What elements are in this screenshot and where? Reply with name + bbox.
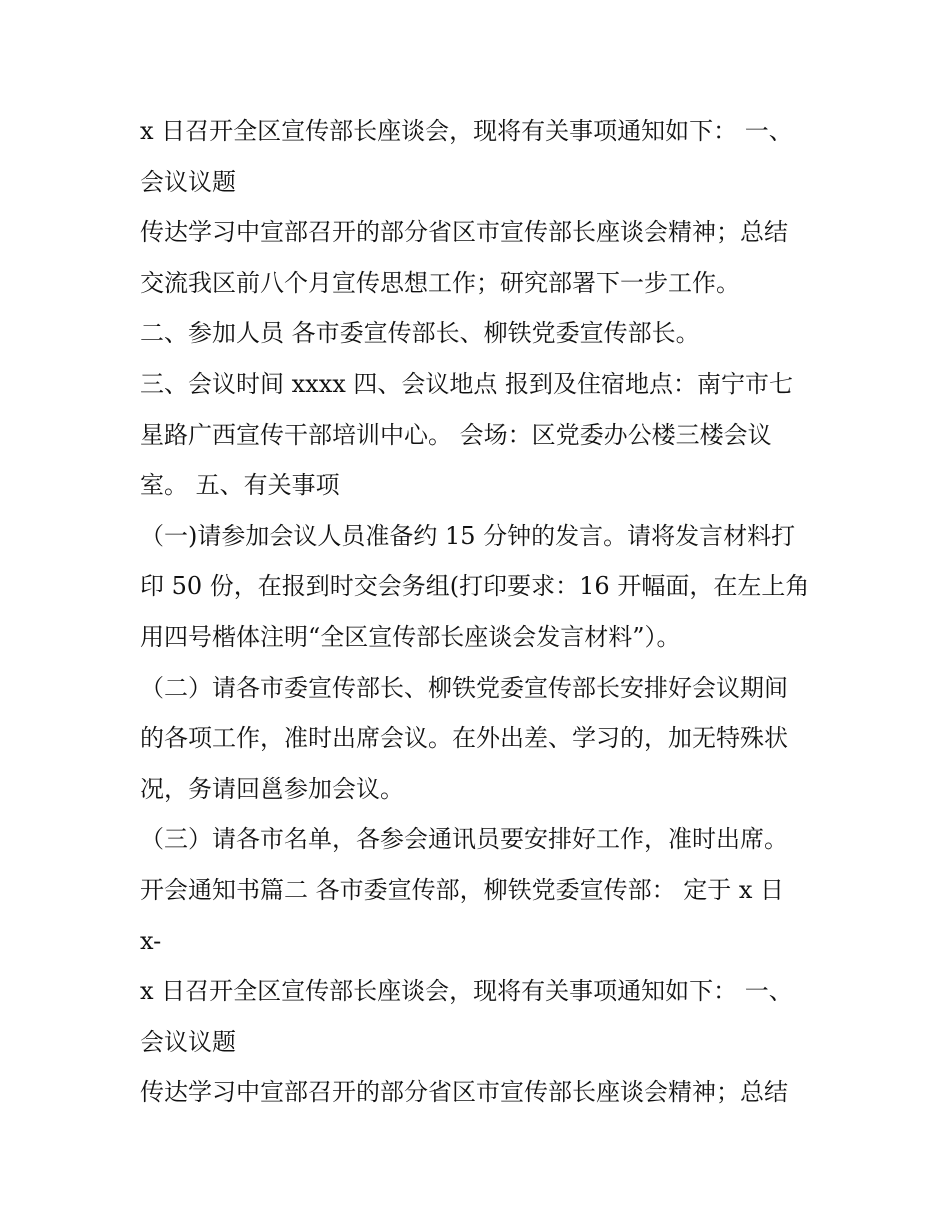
text-line-17: x- xyxy=(140,926,162,955)
text-line-12: （二）请各市委宣传部长、柳铁党委宣传部长安排好会议期间 xyxy=(140,673,788,702)
text-line-5: 二、参加人员 各市委宣传部长、柳铁党委宣传部长。 xyxy=(140,319,700,348)
text-line-2: 会议议题 xyxy=(140,167,236,196)
text-line-19: 会议议题 xyxy=(140,1027,236,1056)
text-line-8: 室。 五、有关事项 xyxy=(140,471,340,500)
document-body xyxy=(140,106,830,1118)
text-line-9: （一)请参加会议人员准备约 15 分钟的发言。请将发言材料打 xyxy=(140,521,796,550)
text-line-7: 星路广西宣传干部培训中心。 会场：区党委办公楼三楼会议 xyxy=(140,420,772,449)
text-line-18: x 日召开全区宣传部长座谈会，现将有关事项通知如下： 一、 xyxy=(140,977,793,1006)
text-line-11: 用四号楷体注明“全区宣传部长座谈会发言材料”）。 xyxy=(140,622,681,651)
text-line-15: （三）请各市名单，各参会通讯员要安排好工作，准时出席。 xyxy=(140,825,788,854)
text-line-14: 况，务请回邕参加会议。 xyxy=(140,774,404,803)
text-line-3: 传达学习中宣部召开的部分省区市宣传部长座谈会精神；总结 xyxy=(140,218,788,247)
text-line-6: 三、会议时间 xxxx 四、会议地点 报到及住宿地点：南宁市七 xyxy=(140,369,794,398)
text-line-10: 印 50 份，在报到时交会务组(打印要求：16 开幅面，在左上角 xyxy=(140,572,810,601)
text-line-16: 开会通知书篇二 各市委宣传部，柳铁党委宣传部： 定于 x 日 xyxy=(140,875,785,904)
text-line-13: 的各项工作，准时出席会议。在外出差、学习的，加无特殊状 xyxy=(140,724,788,753)
text-line-4: 交流我区前八个月宣传思想工作；研究部署下一步工作。 xyxy=(140,268,740,297)
text-line-20: 传达学习中宣部召开的部分省区市宣传部长座谈会精神；总结 xyxy=(140,1078,788,1107)
text-line-1: x 日召开全区宣传部长座谈会，现将有关事项通知如下： 一、 xyxy=(140,117,793,145)
